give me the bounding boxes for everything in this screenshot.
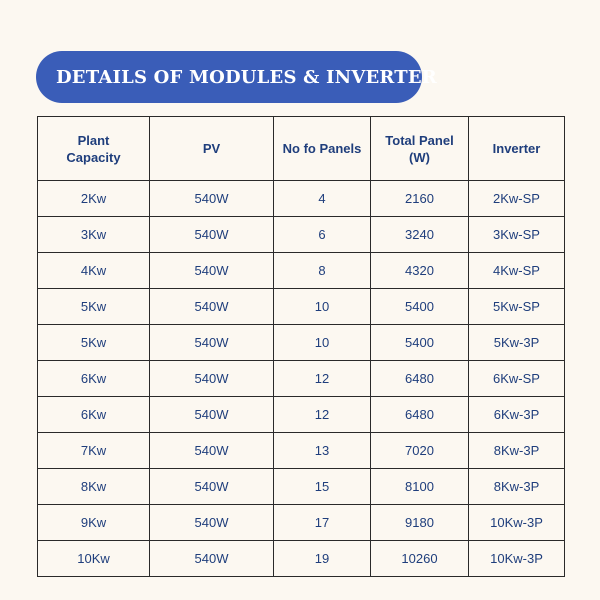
cell-pv: 540W: [150, 469, 274, 505]
cell-inverter: 6Kw-3P: [469, 397, 565, 433]
cell-total-panel: 4320: [371, 253, 469, 289]
cell-plant-capacity: 2Kw: [38, 181, 150, 217]
header-line: (W): [409, 149, 430, 165]
modules-inverter-table: [37, 116, 565, 577]
section-banner: [36, 51, 437, 103]
cell-no-of-panels: 19: [274, 541, 371, 577]
cell-plant-capacity: 5Kw: [38, 289, 150, 325]
header-line: PV: [202, 141, 221, 156]
cell-inverter: 5Kw-SP: [469, 289, 565, 325]
section-title: DETAILS OF MODULES & INVERTER: [56, 66, 437, 88]
table-row: [38, 469, 565, 505]
header-line: Plant: [77, 132, 110, 148]
cell-plant-capacity: 6Kw: [38, 397, 150, 433]
cell-inverter: 8Kw-3P: [469, 469, 565, 505]
table-row: [38, 289, 565, 325]
cell-pv: 540W: [150, 433, 274, 469]
cell-total-panel: 9180: [371, 505, 469, 541]
cell-inverter: 5Kw-3P: [469, 325, 565, 361]
cell-no-of-panels: 10: [274, 289, 371, 325]
cell-plant-capacity: 10Kw: [38, 541, 150, 577]
table-row: [38, 181, 565, 217]
cell-inverter: 10Kw-3P: [469, 505, 565, 541]
table-row: [38, 217, 565, 253]
table-body: [38, 181, 565, 577]
cell-pv: 540W: [150, 361, 274, 397]
cell-no-of-panels: 13: [274, 433, 371, 469]
header-line: Capacity: [66, 149, 121, 165]
header-inverter: [469, 117, 565, 181]
header-pv: [150, 117, 274, 181]
cell-pv: 540W: [150, 181, 274, 217]
cell-no-of-panels: 12: [274, 361, 371, 397]
table-row: [38, 541, 565, 577]
cell-total-panel: 6480: [371, 397, 469, 433]
cell-plant-capacity: 3Kw: [38, 217, 150, 253]
table-row: [38, 253, 565, 289]
cell-inverter: 10Kw-3P: [469, 541, 565, 577]
table-row: [38, 433, 565, 469]
table-row: [38, 325, 565, 361]
cell-plant-capacity: 5Kw: [38, 325, 150, 361]
cell-no-of-panels: 10: [274, 325, 371, 361]
header-line: No fo Panels: [282, 141, 362, 156]
cell-total-panel: 3240: [371, 217, 469, 253]
cell-plant-capacity: 4Kw: [38, 253, 150, 289]
cell-no-of-panels: 15: [274, 469, 371, 505]
cell-plant-capacity: 9Kw: [38, 505, 150, 541]
cell-pv: 540W: [150, 397, 274, 433]
cell-plant-capacity: 7Kw: [38, 433, 150, 469]
cell-inverter: 4Kw-SP: [469, 253, 565, 289]
cell-plant-capacity: 6Kw: [38, 361, 150, 397]
cell-pv: 540W: [150, 289, 274, 325]
header-line: Inverter: [492, 141, 541, 156]
cell-plant-capacity: 8Kw: [38, 469, 150, 505]
cell-total-panel: 8100: [371, 469, 469, 505]
cell-inverter: 3Kw-SP: [469, 217, 565, 253]
cell-total-panel: 5400: [371, 289, 469, 325]
table-row: [38, 505, 565, 541]
cell-no-of-panels: 17: [274, 505, 371, 541]
header-plant-capacity: [38, 117, 150, 181]
cell-pv: 540W: [150, 541, 274, 577]
cell-pv: 540W: [150, 217, 274, 253]
cell-no-of-panels: 6: [274, 217, 371, 253]
cell-total-panel: 7020: [371, 433, 469, 469]
cell-total-panel: 10260: [371, 541, 469, 577]
table-row: [38, 397, 565, 433]
cell-no-of-panels: 8: [274, 253, 371, 289]
header-total-panel: [371, 117, 469, 181]
cell-inverter: 8Kw-3P: [469, 433, 565, 469]
cell-pv: 540W: [150, 253, 274, 289]
cell-pv: 540W: [150, 325, 274, 361]
cell-inverter: 2Kw-SP: [469, 181, 565, 217]
cell-no-of-panels: 12: [274, 397, 371, 433]
cell-total-panel: 2160: [371, 181, 469, 217]
cell-total-panel: 5400: [371, 325, 469, 361]
cell-pv: 540W: [150, 505, 274, 541]
header-line: Total Panel: [385, 132, 454, 148]
table-header-row: [38, 117, 565, 181]
cell-no-of-panels: 4: [274, 181, 371, 217]
header-no-of-panels: [274, 117, 371, 181]
cell-inverter: 6Kw-SP: [469, 361, 565, 397]
table-row: [38, 361, 565, 397]
cell-total-panel: 6480: [371, 361, 469, 397]
